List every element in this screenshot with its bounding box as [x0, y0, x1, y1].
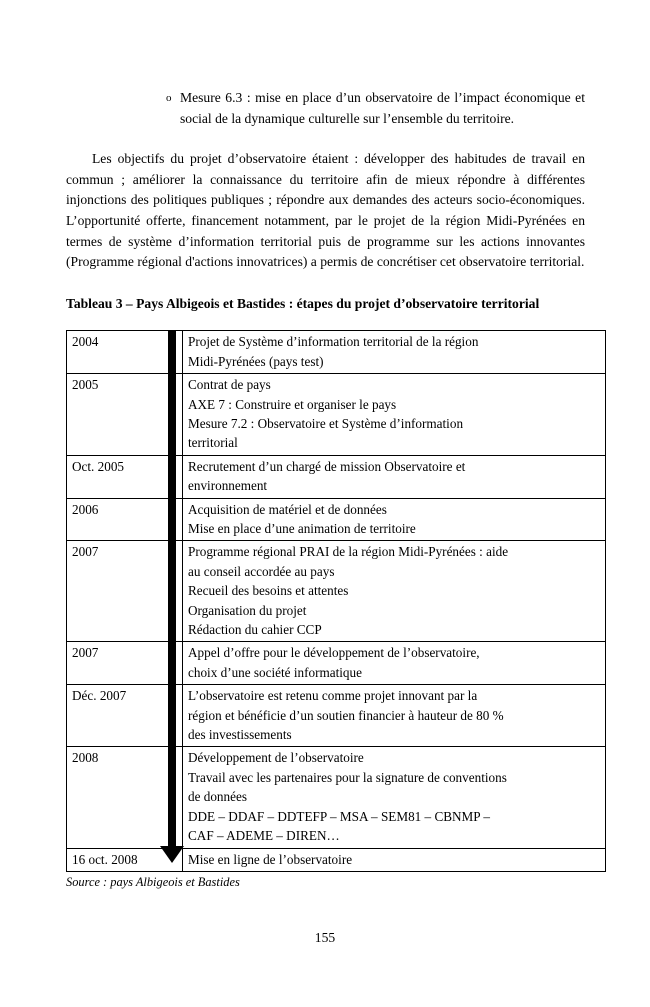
- table-cell-line: Développement de l’observatoire: [188, 750, 364, 766]
- table-cell-description: [183, 747, 606, 848]
- table-row: [67, 331, 606, 374]
- table-cell-line: Organisation du projet: [188, 602, 307, 618]
- table-cell-date: Oct. 2005: [67, 455, 183, 498]
- table-cell-date: 2005: [67, 374, 183, 456]
- table-cell-line: territorial: [188, 435, 238, 451]
- table-cell-line: Programme régional PRAI de la région Midi-Pyrénées : aide: [188, 544, 509, 560]
- table-row: [67, 374, 606, 456]
- table-container: [66, 330, 585, 872]
- table-cell-description: [183, 331, 606, 374]
- table-cell-line: Mise en place d’une animation de territoire: [188, 521, 416, 536]
- table-cell-description: [183, 541, 606, 642]
- table-cell-date: 2006: [67, 498, 183, 541]
- table-body: [67, 331, 606, 872]
- body-paragraph: Les objectifs du projet d’observatoire étaient : développer des habitudes de travail en commun ; améliorer la connaissance du territoire afin de mieux répondre à différentes injonctions des politiques publiques ; répondre aux demandes des acteurs socio-économiques. L’opportunité offerte, financement notamment, par le projet de la région Midi-Pyrénées en termes de système d’information territorial puis de programme sur les actions innovantes (Programme régional d'actions innovatrices) a permis de concrétiser cet observatoire territorial.: [66, 151, 585, 270]
- arrow-head-icon: [160, 846, 184, 863]
- table-cell-date: Déc. 2007: [67, 685, 183, 747]
- table-cell-date: 2008: [67, 747, 183, 848]
- table-cell-date: 16 oct. 2008: [67, 848, 183, 871]
- table-cell-line: Midi-Pyrénées (pays test): [188, 353, 324, 369]
- table-cell-description: [183, 374, 606, 456]
- bullet-marker-icon: o: [166, 92, 172, 104]
- table-cell-date: 2007: [67, 541, 183, 642]
- bullet-item-text: Mesure 6.3 : mise en place d’un observatoire de l’impact économique et social de la dynamique culturelle sur l’ensemble du territoire.: [180, 90, 585, 126]
- project-steps-table: [66, 330, 606, 872]
- table-cell-line: DDE – DDAF – DDTEFP – MSA – SEM81 – CBNMP –: [188, 808, 491, 824]
- table-cell-line: CAF – ADEME – DIREN…: [188, 828, 340, 844]
- table-cell-line: Recrutement d’un chargé de mission Observatoire et: [188, 458, 466, 474]
- table-cell-line: environnement: [188, 478, 268, 494]
- table-row: [67, 642, 606, 685]
- table-cell-line: au conseil accordée au pays: [188, 563, 335, 579]
- page-content: [66, 88, 585, 891]
- table-cell-line: Travail avec les partenaires pour la signature de conventions: [188, 769, 507, 785]
- table-row: [67, 848, 606, 871]
- arrow-shaft: [168, 331, 176, 847]
- table-cell-line: Mise en ligne de l’observatoire: [188, 851, 353, 867]
- table-cell-line: Appel d’offre pour le développement de l’observatoire,: [188, 645, 480, 661]
- table-cell-date: 2004: [67, 331, 183, 374]
- table-cell-line: de données: [188, 789, 247, 805]
- table-cell-date: 2007: [67, 642, 183, 685]
- table-source-note: Source : pays Albigeois et Bastides: [66, 874, 240, 889]
- table-cell-description: [183, 455, 606, 498]
- table-cell-description: [183, 685, 606, 747]
- table-cell-description: [183, 848, 606, 871]
- table-row: [67, 455, 606, 498]
- table-cell-line: région et bénéficie d’un soutien financier à hauteur de 80 %: [188, 707, 504, 723]
- table-cell-line: Contrat de pays: [188, 377, 271, 393]
- bullet-list-item: [66, 88, 585, 129]
- table-row: [67, 747, 606, 848]
- table-cell-line: des investissements: [188, 727, 292, 743]
- table-row: [67, 685, 606, 747]
- table-cell-line: L’observatoire est retenu comme projet innovant par la: [188, 688, 478, 704]
- table-cell-description: [183, 498, 606, 541]
- table-cell-line: AXE 7 : Construire et organiser le pays: [188, 396, 397, 412]
- table-row: [67, 498, 606, 541]
- table-cell-line: Recueil des besoins et attentes: [188, 583, 349, 599]
- table-cell-line: choix d’une société informatique: [188, 664, 362, 680]
- table-cell-description: [183, 642, 606, 685]
- table-row: [67, 541, 606, 642]
- table-caption: Tableau 3 – Pays Albigeois et Bastides : étapes du projet d’observatoire territorial: [66, 295, 540, 311]
- table-cell-line: Rédaction du cahier CCP: [188, 622, 322, 638]
- table-cell-line: Projet de Système d’information territorial de la région: [188, 334, 479, 350]
- table-cell-line: Mesure 7.2 : Observatoire et Système d’information: [188, 415, 464, 431]
- page-number: 155: [314, 930, 336, 945]
- table-cell-line: Acquisition de matériel et de données: [188, 501, 387, 517]
